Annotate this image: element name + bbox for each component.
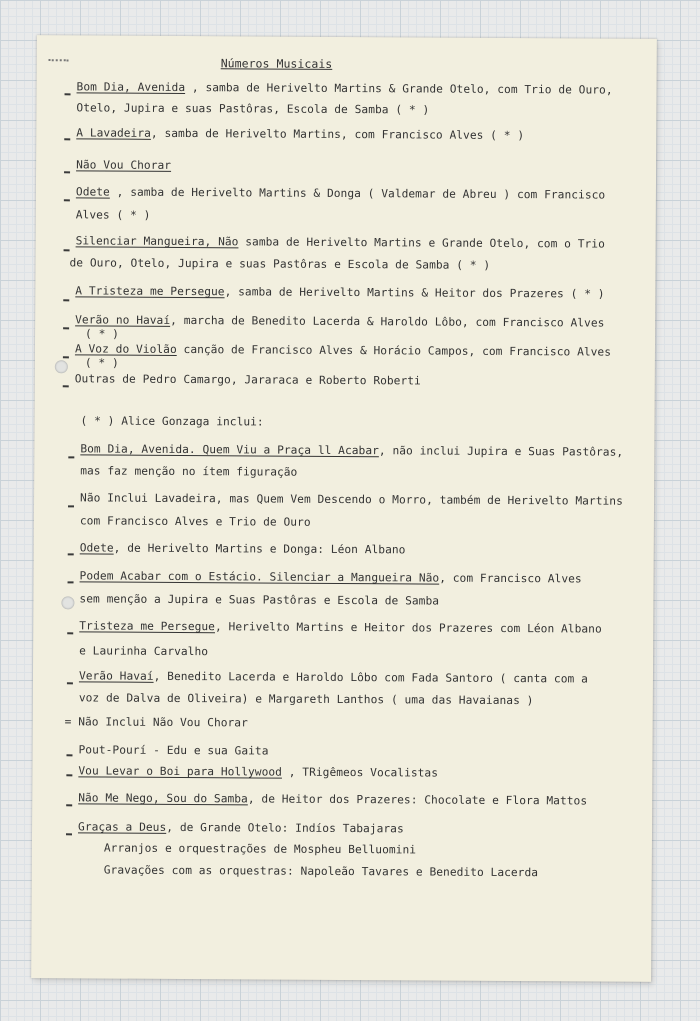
text-line: Odete , samba de Herivelto Martins & Donga ( Valdemar de Abreu ) com Francisco xyxy=(75,185,606,202)
bullet-dash xyxy=(63,356,69,358)
punch-hole xyxy=(55,360,68,373)
bullet-dash xyxy=(64,138,70,140)
text-line: Podem Acabar com o Estácio. Silenciar a Mangueira Não, com Francisco Alves xyxy=(79,569,582,586)
bullet-dash xyxy=(68,553,74,555)
bullet-dash xyxy=(65,93,71,95)
text-line: Silenciar Mangueira, Não samba de Herivelto Martins e Grande Otelo, com o Trio xyxy=(75,234,605,251)
text-line: A Voz do Violão canção de Francisco Alves & Horácio Campos, com Francisco Alves xyxy=(74,342,612,359)
text-line: Outras de Pedro Camargo, Jararaca e Roberto Roberti xyxy=(74,372,421,388)
text-line: ( * ) xyxy=(85,327,120,341)
text-line: Alves ( * ) xyxy=(75,208,151,222)
bullet-dash xyxy=(68,505,74,507)
bullet-dash xyxy=(64,249,70,251)
text-line: ( * ) xyxy=(84,356,119,370)
bullet-dash xyxy=(66,833,72,835)
text-line: Não Vou Chorar xyxy=(76,158,172,172)
bullet-dash xyxy=(66,754,72,756)
text-line: Odete, de Herivelto Martins e Donga: Léon Albano xyxy=(79,541,406,557)
bullet-dash xyxy=(66,804,72,806)
text-line: Tristeza me Persegue, Herivelto Martins e Heitor dos Prazeres com Léon Albano xyxy=(79,619,602,636)
text-line: Pout-Pourí - Edu e sua Gaita xyxy=(78,743,269,758)
bullet-dash xyxy=(68,581,74,583)
bullet-dash xyxy=(64,199,70,201)
text-line: de Ouro, Otelo, Jupira e suas Pastôras e Escola de Samba ( * ) xyxy=(69,256,491,272)
text-line: Bom Dia, Avenida , samba de Herivelto Martins & Grande Otelo, com Trio de Ouro, xyxy=(76,80,613,97)
text-line: com Francisco Alves e Trio de Ouro xyxy=(79,514,311,529)
bullet-dash xyxy=(66,774,72,776)
bullet-dash xyxy=(63,385,69,387)
text-line: mas faz menção no ítem figuração xyxy=(80,464,298,479)
text-line: e Laurinha Carvalho xyxy=(79,644,209,659)
bullet-dash xyxy=(68,456,74,458)
staple-mark xyxy=(49,55,69,61)
text-line: = Não Inclui Não Vou Chorar xyxy=(64,715,248,730)
bullet-dash xyxy=(67,682,73,684)
bullet-dash xyxy=(63,299,69,301)
text-line: A Lavadeira, samba de Herivelto Martins, com Francisco Alves ( * ) xyxy=(76,126,525,143)
text-line: A Tristeza me Persegue, samba de Herivelto Martins & Heitor dos Prazeres ( * ) xyxy=(75,284,605,301)
document-title: Números Musicais xyxy=(220,56,333,71)
text-line: Não Me Nego, Sou do Samba, de Heitor dos Prazeres: Chocolate e Flora Mattos xyxy=(78,791,588,808)
bullet-dash xyxy=(64,171,70,173)
text-line: Otelo, Jupira e suas Pastôras, Escola de Samba ( * ) xyxy=(76,101,430,117)
text-line: Arranjos e orquestrações de Mospheu Belluomini xyxy=(103,841,417,857)
punch-hole xyxy=(61,596,74,609)
text-line: Não Inclui Lavadeira, mas Quem Vem Descendo o Morro, também de Herivelto Martins xyxy=(80,491,623,508)
text-line: voz de Dalva de Oliveira) e Margareth Lanthos ( uma das Havaianas ) xyxy=(78,691,534,708)
typewritten-sheet xyxy=(31,35,657,982)
bullet-dash xyxy=(63,327,69,329)
text-line: Bom Dia, Avenida. Quem Viu a Praça ll Acabar, não inclui Jupira e Suas Pastôras, xyxy=(80,442,624,459)
text-line: ( * ) Alice Gonzaga inclui: xyxy=(80,414,264,429)
text-line: Graças a Deus, de Grande Otelo: Indíos Tabajaras xyxy=(78,820,404,836)
text-line: sem menção a Jupira e Suas Pastôras e Escola de Samba xyxy=(79,592,440,608)
text-line: Gravações com as orquestras: Napoleão Tavares e Benedito Lacerda xyxy=(103,863,539,880)
text-line: Vou Levar o Boi para Hollywood , TRigêmeos Vocalistas xyxy=(78,764,439,780)
text-line: Verão Havaí, Benedito Lacerda e Haroldo Lôbo com Fada Santoro ( canta com a xyxy=(78,669,588,686)
bullet-dash xyxy=(67,632,73,634)
text-line: Verão no Havaí, marcha de Benedito Lacerda & Haroldo Lôbo, com Francisco Alves xyxy=(75,313,605,330)
